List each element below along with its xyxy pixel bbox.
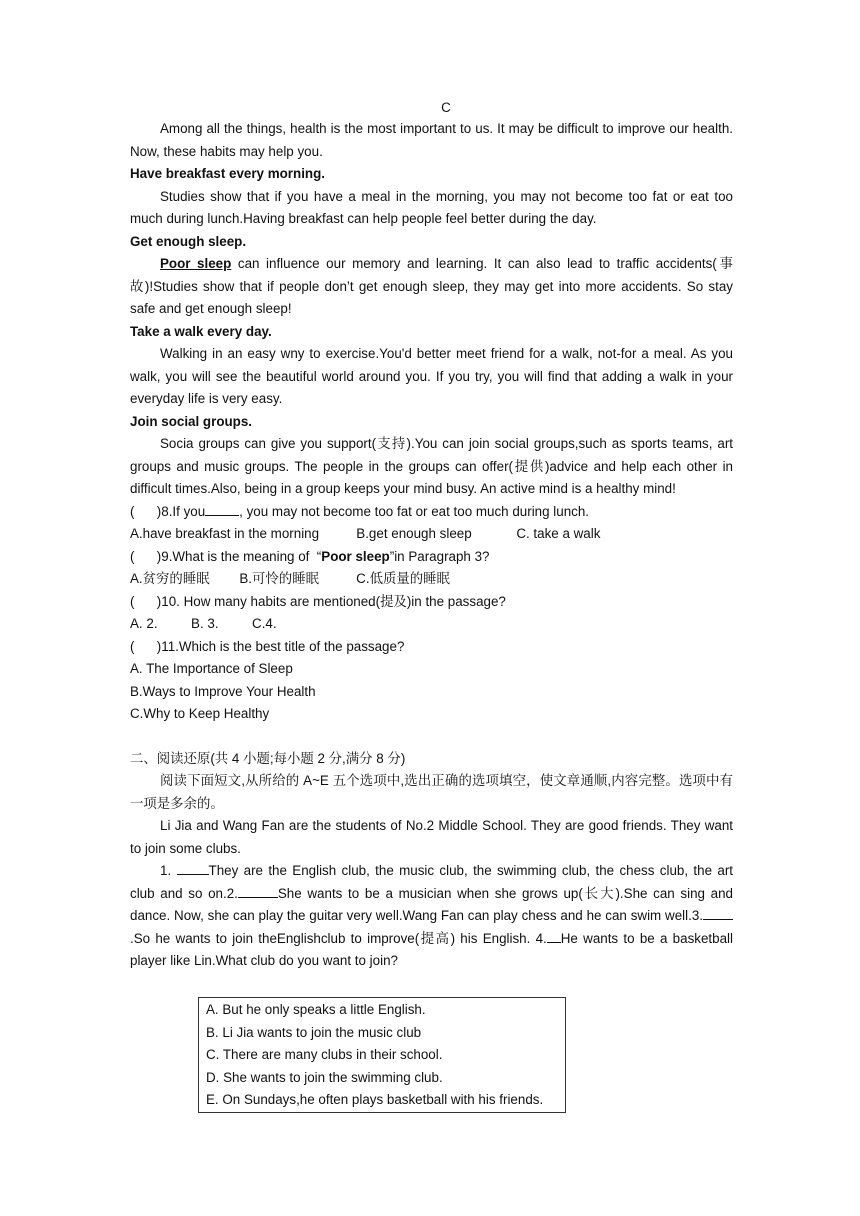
question-11-option-b: B.Ways to Improve Your Health <box>130 683 316 699</box>
question-9 <box>130 546 733 569</box>
section-2-text-3: .So he wants to join theEnglishclub to improve(提高) his English. 4. <box>130 930 547 946</box>
question-9-stem: ( )9.What is the meaning of “ <box>130 548 322 564</box>
question-8-options: A.have breakfast in the morning B.get enough sleep C. take a walk <box>130 526 601 541</box>
answer-blank-3[interactable] <box>703 905 733 920</box>
poor-sleep-phrase: Poor sleep <box>160 256 232 271</box>
habit-paragraph-1: Studies show that if you have a meal in the morning, you may not become too fat or eat too much during lunch.Having breakfast can help people feel better during the day. <box>130 188 733 226</box>
question-8-stem: ( )8.If you <box>130 503 206 519</box>
habit-heading-4: Join social groups. <box>130 413 253 429</box>
question-10: ( )10. How many habits are mentioned(提及)in the passage? <box>130 593 506 609</box>
section-2-text-2: She wants to be a musician when she grows up(长大).She can sing and dance. Now, she can play the guitar very well.Wang Fan can play chess and he can swim well.3. <box>130 885 733 923</box>
option-b: B. Li Jia wants to join the music club <box>206 1024 422 1040</box>
habit-paragraph-2-text: can influence our memory and learning. It can also lead to traffic accidents(事故)!Studies show that if people don’t get enough sleep, they may get into more accidents. So stay safe and get enough sleep! <box>130 256 733 316</box>
habit-paragraph-3: Walking in an easy wny to exercise.You'd better meet friend for a walk, not-for a meal. As you walk, you will see the beautiful world around you. If you try, you will find that adding a walk in your everyday life is very easy. <box>130 346 733 406</box>
habit-paragraph-2 <box>130 253 733 321</box>
question-9-phrase: Poor sleep <box>321 548 390 564</box>
habit-paragraph-4: Socia groups can give you support(支持).You can join social groups,such as sports teams, art groups and music groups. The people in the groups can offer(提供)advice and help each other in difficult times.Also, being in a group keeps your mind busy. An active mind is a healthy mind! <box>130 436 733 496</box>
answer-blank-1[interactable] <box>177 860 209 875</box>
intro-paragraph: Among all the things, health is the most important to us. It may be difficult to improve our health. Now, these habits may help you. <box>130 121 733 159</box>
option-a: A. But he only speaks a little English. <box>206 1002 426 1017</box>
section-2-heading: 二、阅读还原(共 4 小题;每小题 2 分,满分 8 分) <box>130 750 406 766</box>
passage-title: C <box>441 100 451 115</box>
option-e: E. On Sundays,he often plays basketball with his friends. <box>206 1092 544 1107</box>
question-9-stem-end: ”in Paragraph 3? <box>389 548 490 564</box>
section-2-paragraph-1: Li Jia and Wang Fan are the students of No.2 Middle School. They are good friends. They want to join some clubs. <box>130 818 733 856</box>
answer-blank-2[interactable] <box>238 883 278 898</box>
section-2-text-4: He wants to be a basketball player like Lin.What club do you want to join? <box>130 930 733 968</box>
question-8-stem-end: , you may not become too fat or eat too much during lunch. <box>239 503 590 519</box>
answer-blank-4[interactable] <box>547 928 561 943</box>
habit-heading-2: Get enough sleep. <box>130 233 247 249</box>
question-8 <box>130 501 733 524</box>
answer-blank[interactable] <box>205 501 239 516</box>
option-c: C. There are many clubs in their school. <box>206 1047 443 1062</box>
options-box <box>198 997 566 1113</box>
question-11-option-c: C.Why to Keep Healthy <box>130 706 270 721</box>
section-2-text-1: They are the English club, the music club, the swimming club, the chess club, the art club and so on.2. <box>130 863 734 901</box>
question-9-options: A.贫穷的睡眠 B.可怜的睡眠 C.低质量的睡眠 <box>130 571 450 586</box>
question-11-option-a: A. The Importance of Sleep <box>130 661 293 676</box>
section-2-instructions: 阅读下面短文,从所给的 A~E 五个选项中,选出正确的选项填空，使文章通顺,内容完整。选项中有一项是多余的。 <box>130 773 733 811</box>
passage-c <box>130 118 733 973</box>
habit-heading-3: Take a walk every day. <box>130 323 272 339</box>
habit-heading-1: Have breakfast every morning. <box>130 166 325 181</box>
question-11: ( )11.Which is the best title of the passage? <box>130 638 405 654</box>
blank-1-number: 1. <box>160 863 177 878</box>
section-2-paragraph-2 <box>130 860 733 973</box>
option-d: D. She wants to join the swimming club. <box>206 1069 443 1085</box>
question-10-options: A. 2. B. 3. C.4. <box>130 616 277 631</box>
